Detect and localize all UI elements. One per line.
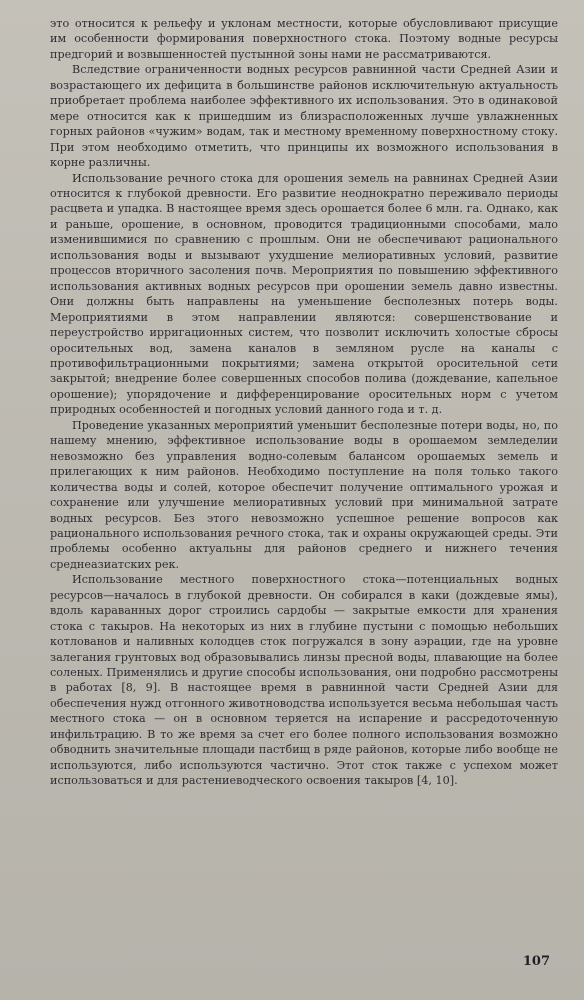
paragraph-2: Вследствие ограниченности водных ресурсов равнинной части Средней Азии и возрастающего их дефицита в большинстве районов исключительную актуальность приобретает проблема наиболее эффективного их использования. Это в одинаковой мере относится как к пришедшим из близрасположенных лучше увлажненных горных районов «чужим» водам, так и местному временному поверхностному стоку. При этом необходимо отметить, что принципы их возможного использования в корне различны. [50, 63, 558, 170]
paragraph-1: это относится к рельефу и уклонам местности, которые обусловливают присущие им особенности формирования поверхностного стока. Поэтому водные ресурсы предгорий и возвышенностей пустынной зоны нами не рассматриваются. [50, 17, 558, 61]
paragraph-3: Использование речного стока для орошения земель на равнинах Средней Азии относится к глубокой древности. Его развитие неоднократно переживало периоды расцвета и упадка. В настоящее время здесь орошается более 6 млн. га. Однако, как и раньше, орошение, в основном, проводится традиционными способами, мало изменившимися по сравнению с прошлым. Они не обеспечивают рационального использования воды и вызывают ухудшение мелиоративных условий, развитие процессов вторичного засоления почв. Мероприятия по повышению эффективного использования активных водных ресурсов при орошении земель давно известны. Они должны быть направлены на уменьшение бесполезных потерь воды. Мероприятиями в этом направлении являются: совершенствование и переустройство ирригационных систем, что позволит исключить холостые сбросы оросительных вод, замена каналов в земляном русле на каналы с противофильтрационными покрытиями; замена открытой оросительной сети закрытой; внедрение более совершенных способов полива (дождевание, капельное орошение); упорядочение и дифференцирование оросительных норм с учетом природных особенностей и погодных условий данного года и т. д. [50, 171, 558, 417]
page-number: 107 [522, 954, 550, 969]
body-text [50, 16, 558, 789]
paragraph-4: Проведение указанных мероприятий уменьшит бесполезные потери воды, но, по нашему мнению, эффективное использование воды в орошаемом земледелии невозможно без управления водно-солевым балансом орошаемых земель и прилегающих к ним районов. Необходимо поступление на поля только такого количества воды и солей, которое обеспечит получение оптимального урожая и сохранение или улучшение мелиоративных условий при минимальной затрате водных ресурсов. Без этого невозможно успешное решение вопросов как рационального использования речного стока, так и охраны окружающей среды. Эти проблемы особенно актуальны для районов среднего и нижнего течения среднеазиатских рек. [50, 418, 558, 571]
paragraph-5: Использование местного поверхностного стока—потенциальных водных ресурсов—началось в глубокой древности. Он собирался в каки (дождевые ямы), вдоль караванных дорог строились сардобы — закрытые емкости для хранения стока с такыров. На некоторых из них в глубине пустыни с помощью небольших котлованов и наливных колодцев сток погружался в зону аэрации, где на уровне залегания грунтовых вод образовывались линзы пресной воды, плавающие на более соленых. Применялись и другие способы использования, они подробно рассмотрены в работах [8, 9]. В настоящее время в равнинной части Средней Азии для обеспечения нужд отгонного животноводства используется весьма небольшая часть местного стока — он в основном теряется на испарение и рассредоточенную инфильтрацию. В то же время за счет его более полного использования возможно обводнить значительные площади пастбищ в ряде районов, которые либо вообще не используются, либо используются частично. Этот сток также с успехом может использоваться и для растениеводческого освоения такыров [4, 10]. [50, 573, 558, 788]
